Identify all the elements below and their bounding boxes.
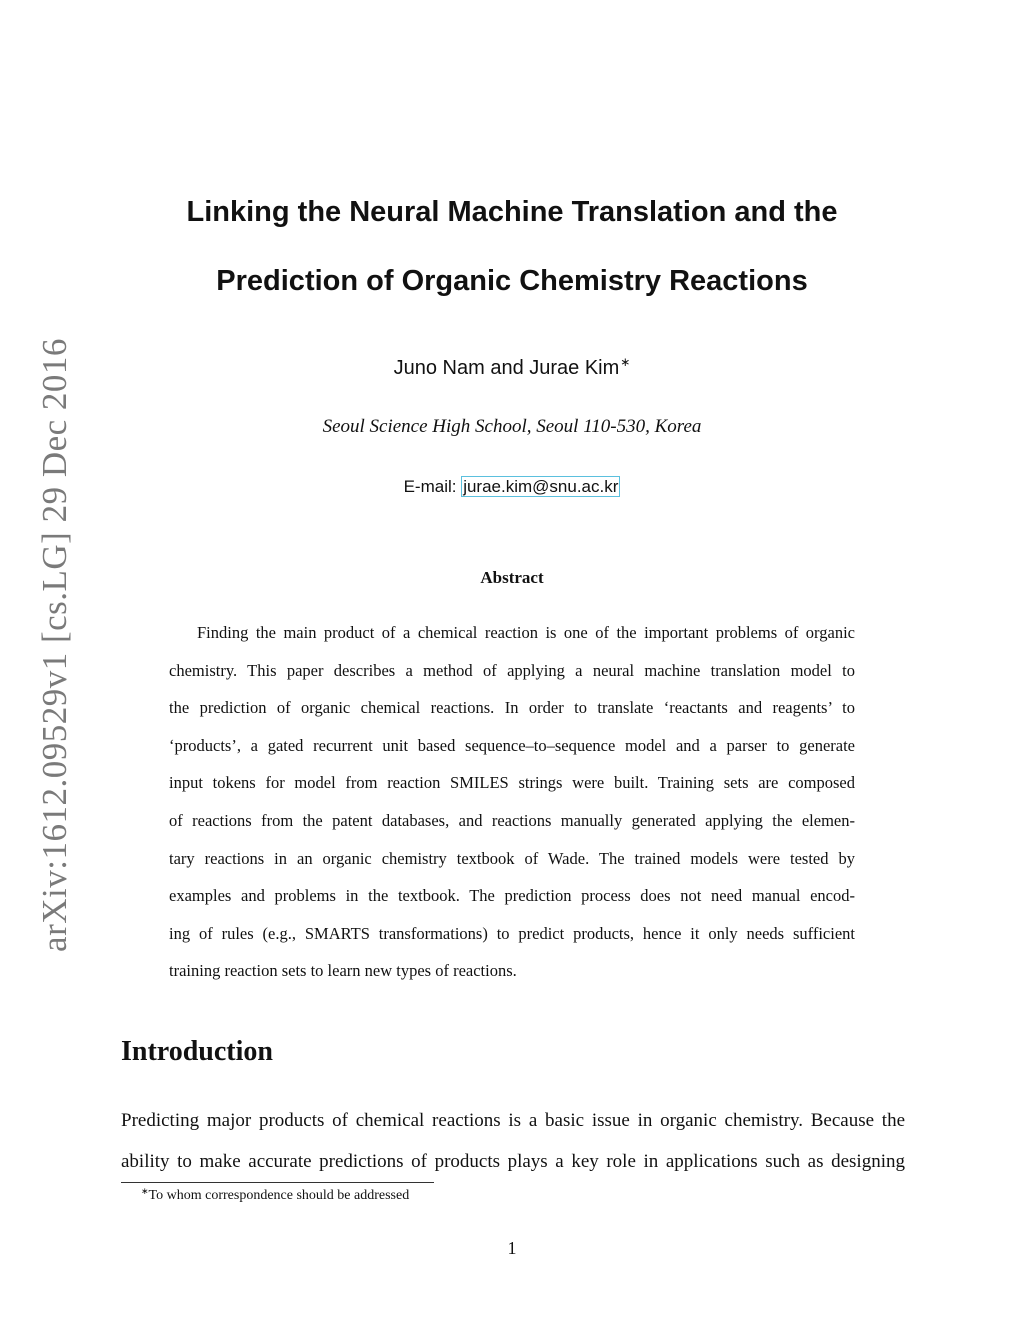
email-line — [0, 477, 1024, 497]
author-footnote-mark: ∗ — [620, 355, 631, 369]
abstract-line: examples and problems in the textbook. The prediction process does not need manual encod- — [169, 886, 855, 906]
email-link[interactable]: jurae.kim@snu.ac.kr — [463, 477, 619, 496]
arxiv-identifier-text: arXiv:1612.09529v1 [cs.LG] 29 Dec 2016 — [35, 338, 74, 952]
abstract-line: Finding the main product of a chemical reaction is one of the important problems of organic — [197, 623, 855, 642]
abstract-heading: Abstract — [480, 568, 544, 587]
email-label: E-mail: — [403, 477, 462, 496]
abstract-line: tary reactions in an organic chemistry textbook of Wade. The trained models were tested by — [169, 848, 855, 868]
affiliation: Seoul Science High School, Seoul 110-530, Korea — [322, 416, 702, 437]
abstract-line: of reactions from the patent databases, and reactions manually generated applying the elemen- — [169, 810, 855, 830]
abstract-line: training reaction sets to learn new types of reactions. — [169, 961, 517, 981]
abstract-line: ing of rules (e.g., SMARTS transformations) to predict products, hence it only needs sufficient — [169, 923, 855, 943]
abstract-body — [169, 614, 855, 990]
introduction-line: Predicting major products of chemical reactions is a basic issue in organic chemistry. Because the — [121, 1110, 905, 1131]
author-names: Juno Nam and Jurae Kim — [393, 357, 620, 379]
abstract-line: input tokens for model from reaction SMILES strings were built. Training sets are composed — [169, 773, 855, 793]
footnote-text: To whom correspondence should be addressed — [148, 1188, 410, 1203]
paper-title-line-1: Linking the Neural Machine Translation and the — [186, 196, 838, 228]
page-number: 1 — [507, 1238, 517, 1258]
introduction-line: ability to make accurate predictions of products plays a key role in applications such as designing — [121, 1151, 905, 1172]
footnote — [141, 1186, 409, 1204]
abstract-line: ‘products’, a gated recurrent unit based sequence–to–sequence model and a parser to generate — [169, 735, 855, 755]
abstract-line: the prediction of organic chemical reactions. In order to translate ‘reactants and reagents’ to — [169, 698, 855, 718]
authors — [0, 355, 1024, 380]
section-heading-introduction: Introduction — [121, 1036, 273, 1067]
paper-title-line-2: Prediction of Organic Chemistry Reactions — [216, 265, 808, 297]
footnote-divider — [121, 1182, 434, 1183]
abstract-line: chemistry. This paper describes a method of applying a neural machine translation model to — [169, 660, 855, 680]
introduction-body — [121, 1100, 905, 1182]
footnote-mark: ∗ — [141, 1186, 149, 1196]
